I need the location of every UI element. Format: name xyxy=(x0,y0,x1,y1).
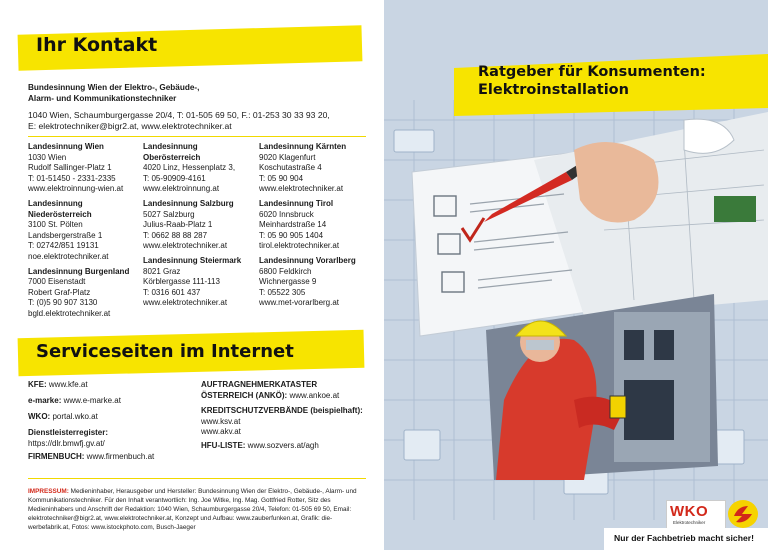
guild-line: Robert Graf-Platz xyxy=(28,287,91,297)
guild-line: 4020 Linz, Hessenplatz 3, xyxy=(143,163,236,173)
guild-name: Landesinnung Salzburg xyxy=(143,198,234,208)
guild-line: 8021 Graz xyxy=(143,266,181,276)
guild-link[interactable]: bgld.elektrotechniker.at xyxy=(28,308,111,318)
guild-column-1 xyxy=(28,142,129,320)
guild-column-2 xyxy=(143,142,241,309)
service-label: Dienstleisterregister: xyxy=(28,428,109,437)
wko-logo xyxy=(666,500,726,530)
divider xyxy=(28,136,366,137)
guild-entry xyxy=(143,199,241,252)
service-label: e-marke: xyxy=(28,396,62,405)
guild-link[interactable]: noe.elektrotechniker.at xyxy=(28,251,109,261)
org-name-line1: Bundesinnung Wien der Elektro-, Gebäude-, xyxy=(28,83,200,92)
cover-slogan: Nur der Fachbetrieb macht sicher! xyxy=(614,533,754,543)
guild-name: Landesinnung Tirol xyxy=(259,198,334,208)
divider xyxy=(28,478,366,479)
guild-name: Landesinnung Vorarlberg xyxy=(259,255,356,265)
guild-line: Koschutastraße 4 xyxy=(259,163,322,173)
service-link[interactable]: www.ankoe.at xyxy=(289,390,340,400)
guild-name: Landesinnung xyxy=(28,198,83,208)
guild-line: T: 05-90909-4161 xyxy=(143,173,206,183)
service-label: HFU-LISTE: xyxy=(201,441,246,450)
guild-line: T: 0316 601 437 xyxy=(143,287,201,297)
guild-column-3 xyxy=(259,142,356,309)
guild-line: T: 01-51450 - 2331-2335 xyxy=(28,173,116,183)
service-wko xyxy=(28,412,98,423)
guild-name: Landesinnung Wien xyxy=(28,142,104,151)
service-link[interactable]: www.akv.at xyxy=(201,427,241,437)
guild-line: T: 05 90 904 xyxy=(259,173,304,183)
guild-entry xyxy=(259,199,356,252)
guild-name: Landesinnung Kärnten xyxy=(259,142,347,151)
guild-entry xyxy=(28,199,129,263)
guild-link[interactable]: tirol.elektrotechniker.at xyxy=(259,241,340,251)
service-link[interactable]: www.e-marke.at xyxy=(63,396,121,405)
guild-link[interactable]: www.elektrotechniker.at xyxy=(259,184,344,194)
guild-line: 7000 Eisenstadt xyxy=(28,277,86,287)
wko-logo-text: WKO xyxy=(670,503,709,520)
imprint-text: Medieninhaber, Herausgeber und Hersteller: Bundesinnung Wien der Elektro-, Gebäude-, Alarm- und Kommunikationstechniker. Für den Inhalt verantwortlich: Ing. Joe Witke, Ing. Mag. Gottfried Rotter, Sitz des Medieninhabers und Anschrift der Redaktion: 1040 Wien, Schaumburgergasse 20/4, Telefon: 01-505 69 50, Email: elektrotechniker@bigr2.at, www.elektrotechniker.at, Konzept und Aufbau: www.zauberfunken.at, Grafik: die-werbefabrik.at, Fotos: www.istockphoto.com, Busch-Jaeger xyxy=(28,488,357,531)
cover-panel xyxy=(384,0,768,550)
guild-name: Landesinnung Steiermark xyxy=(143,255,242,265)
guild-line: Rudolf Sallinger-Platz 1 xyxy=(28,163,112,173)
service-ankoe xyxy=(201,380,339,401)
service-firmenbuch xyxy=(28,452,154,463)
org-address-line2: E: elektrotechniker@bigr2.at, www.elektrotechniker.at xyxy=(28,121,232,131)
guild-name: Oberösterreich xyxy=(143,152,201,162)
service-label: ÖSTERREICH (ANKÖ): xyxy=(201,390,288,400)
service-emarke xyxy=(28,396,121,407)
guild-line: 1030 Wien xyxy=(28,152,67,162)
cover-title-line2: Elektroinstallation xyxy=(478,82,629,98)
service-kfe xyxy=(28,380,88,391)
service-link[interactable]: portal.wko.at xyxy=(52,412,98,421)
service-label: WKO: xyxy=(28,412,51,421)
guild-name: Landesinnung Burgenland xyxy=(28,266,130,276)
service-dienstleister xyxy=(28,428,108,449)
guild-line: 6800 Feldkirch xyxy=(259,266,312,276)
guild-name: Niederösterreich xyxy=(28,209,92,219)
guild-line: Wichnergasse 9 xyxy=(259,277,317,287)
guild-line: T: 05 90 905 1404 xyxy=(259,230,324,240)
service-kreditschutz xyxy=(201,406,363,438)
guild-link[interactable]: www.met-vorarlberg.at xyxy=(259,298,340,308)
guild-line: T: 02742/851 19131 xyxy=(28,241,99,251)
guild-name: Landesinnung xyxy=(143,142,198,151)
service-label: KREDITSCHUTZVERBÄNDE (beispielhaft): xyxy=(201,406,363,415)
guild-link[interactable]: www.elektrotechniker.at xyxy=(143,298,228,308)
guild-line: Landsbergerstraße 1 xyxy=(28,230,103,240)
guild-entry xyxy=(259,256,356,309)
guild-entry xyxy=(28,142,129,195)
guild-link[interactable]: www.elektroinnung-wien.at xyxy=(28,184,124,194)
guild-line: Körblergasse 111-113 xyxy=(143,277,220,287)
service-link[interactable]: www.firmenbuch.at xyxy=(86,452,155,461)
guild-line: 9020 Klagenfurt xyxy=(259,152,316,162)
guild-line: Julius-Raab-Platz 1 xyxy=(143,220,213,230)
guild-link[interactable]: www.elektrotechniker.at xyxy=(143,241,228,251)
guild-entry xyxy=(143,142,241,195)
service-label: KFE: xyxy=(28,380,47,389)
service-label: AUFTRAGNEHMERKATASTER xyxy=(201,380,318,389)
guild-line: 5027 Salzburg xyxy=(143,209,195,219)
service-link[interactable]: www.ksv.at xyxy=(201,416,241,426)
guild-line: Meinhardstraße 14 xyxy=(259,220,327,230)
guild-entry xyxy=(143,256,241,309)
guild-line: 3100 St. Pölten xyxy=(28,220,83,230)
imprint-label: IMPRESSUM: xyxy=(28,488,69,495)
service-link[interactable]: https://dlr.bmwfj.gv.at/ xyxy=(28,438,105,448)
lightning-badge-icon xyxy=(728,500,758,528)
guild-line: T: 0662 88 88 287 xyxy=(143,230,208,240)
cover-title-line1: Ratgeber für Konsumenten: xyxy=(478,64,706,80)
service-link[interactable]: www.sozvers.at/agh xyxy=(247,441,319,450)
guild-entry xyxy=(28,267,129,320)
contact-heading: Ihr Kontakt xyxy=(36,34,158,56)
wko-logo-sub: Elektrotechniker xyxy=(673,520,706,525)
org-name-line2: Alarm- und Kommunikationstechniker xyxy=(28,94,177,103)
service-label: FIRMENBUCH: xyxy=(28,452,85,461)
imprint xyxy=(28,487,366,532)
org-address-line1: 1040 Wien, Schaumburgergasse 20/4, T: 01-505 69 50, F.: 01-253 30 33 93 20, xyxy=(28,110,330,120)
service-hfu xyxy=(201,441,319,452)
guild-line: T: 05522 305 xyxy=(259,287,306,297)
guild-link[interactable]: www.elektroinnung.at xyxy=(143,184,220,194)
services-heading: Serviceseiten im Internet xyxy=(36,341,294,362)
guild-entry xyxy=(259,142,356,195)
guild-line: 6020 Innsbruck xyxy=(259,209,314,219)
service-link[interactable]: www.kfe.at xyxy=(48,380,88,389)
guild-line: T: (0)5 90 907 3130 xyxy=(28,298,98,308)
